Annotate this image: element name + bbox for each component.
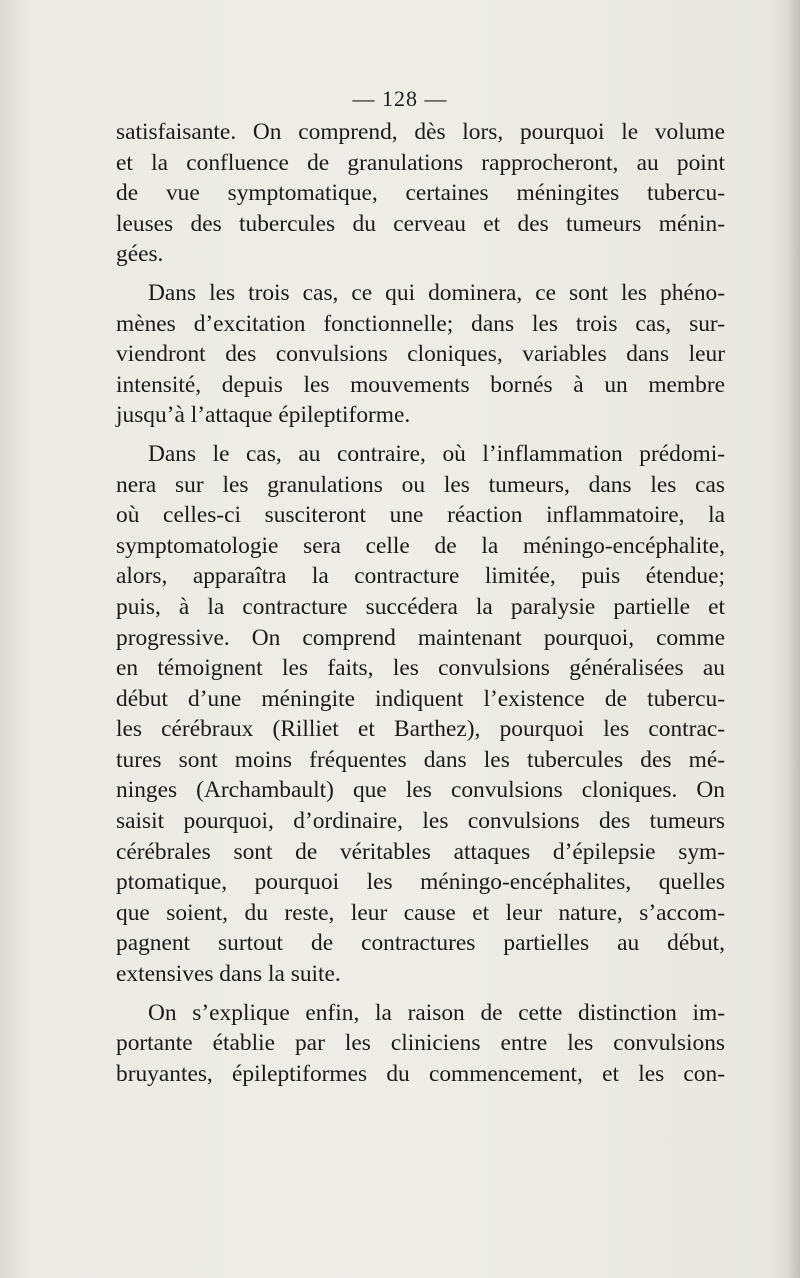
text-line: viendront des convulsions cloniques, variables dans leur <box>116 341 725 368</box>
text-line: que soient, du reste, leur cause et leur nature, s’accom- <box>116 899 725 926</box>
text-line: portante établie par les cliniciens entre les convulsions <box>116 1030 725 1057</box>
text-line: tures sont moins fréquentes dans les tubercules des mé- <box>116 746 725 773</box>
text-line: pagnent surtout de contractures partielles au début, <box>116 930 725 957</box>
text-line: symptomatologie sera celle de la méningo-encéphalite, <box>116 532 725 559</box>
text-line: ptomatique, pourquoi les méningo-encéphalites, quelles <box>116 869 725 896</box>
page-edge-shadow <box>786 0 800 1278</box>
text-line: intensité, depuis les mouvements bornés à un membre <box>116 371 725 398</box>
text-line: jusqu’à l’attaque épileptiforme. <box>116 402 411 429</box>
text-line: où celles-ci susciteront une réaction inflammatoire, la <box>116 502 725 529</box>
paragraph-4 <box>116 998 725 1090</box>
text-line: bruyantes, épileptiformes du commencement, et les con- <box>116 1060 725 1087</box>
text-line: progressive. On comprend maintenant pourquoi, comme <box>116 624 725 651</box>
text-line: gées. <box>116 241 164 268</box>
text-line: satisfaisante. On comprend, dès lors, pourquoi le volume <box>116 119 725 145</box>
text-line: alors, apparaîtra la contracture limitée, puis étendue; <box>116 563 725 590</box>
paragraph-1 <box>116 117 725 270</box>
text-line: On s’explique enfin, la raison de cette distinction im- <box>148 999 725 1026</box>
text-line: ninges (Archambault) que les convulsions cloniques. On <box>116 777 725 804</box>
text-line: leuses des tubercules du cerveau et des tumeurs ménin- <box>116 210 725 237</box>
text-line: début d’une méningite indiquent l’existence de tubercu- <box>116 685 725 712</box>
text-line: nera sur les granulations ou les tumeurs, dans les cas <box>116 471 725 498</box>
page-number: — 128 — <box>352 86 448 111</box>
paragraph-2 <box>116 278 725 431</box>
text-line: de vue symptomatique, certaines méningites tubercu- <box>116 180 725 207</box>
text-line: extensives dans la suite. <box>116 961 341 988</box>
text-line: Dans les trois cas, ce qui dominera, ce sont les phéno- <box>148 279 725 306</box>
paragraph-gap <box>116 431 725 439</box>
paragraph-gap <box>116 270 725 278</box>
text-line: mènes d’excitation fonctionnelle; dans les trois cas, sur- <box>116 310 725 337</box>
text-line: puis, à la contracture succédera la paralysie partielle et <box>116 593 725 620</box>
text-line: les cérébraux (Rilliet et Barthez), pourquoi les contrac- <box>116 716 725 743</box>
paragraph-3 <box>116 439 725 990</box>
text-line: saisit pourquoi, d’ordinaire, les convulsions des tumeurs <box>116 808 725 835</box>
text-line: Dans le cas, au contraire, où l’inflammation prédomi- <box>148 440 725 467</box>
paragraph-gap <box>116 990 725 998</box>
text-line: en témoignent les faits, les convulsions généralisées au <box>116 655 725 682</box>
text-line: et la confluence de granulations rapprocheront, au point <box>116 149 725 176</box>
text-line: cérébrales sont de véritables attaques d’épilepsie sym- <box>116 838 725 865</box>
body-text <box>116 117 725 1089</box>
